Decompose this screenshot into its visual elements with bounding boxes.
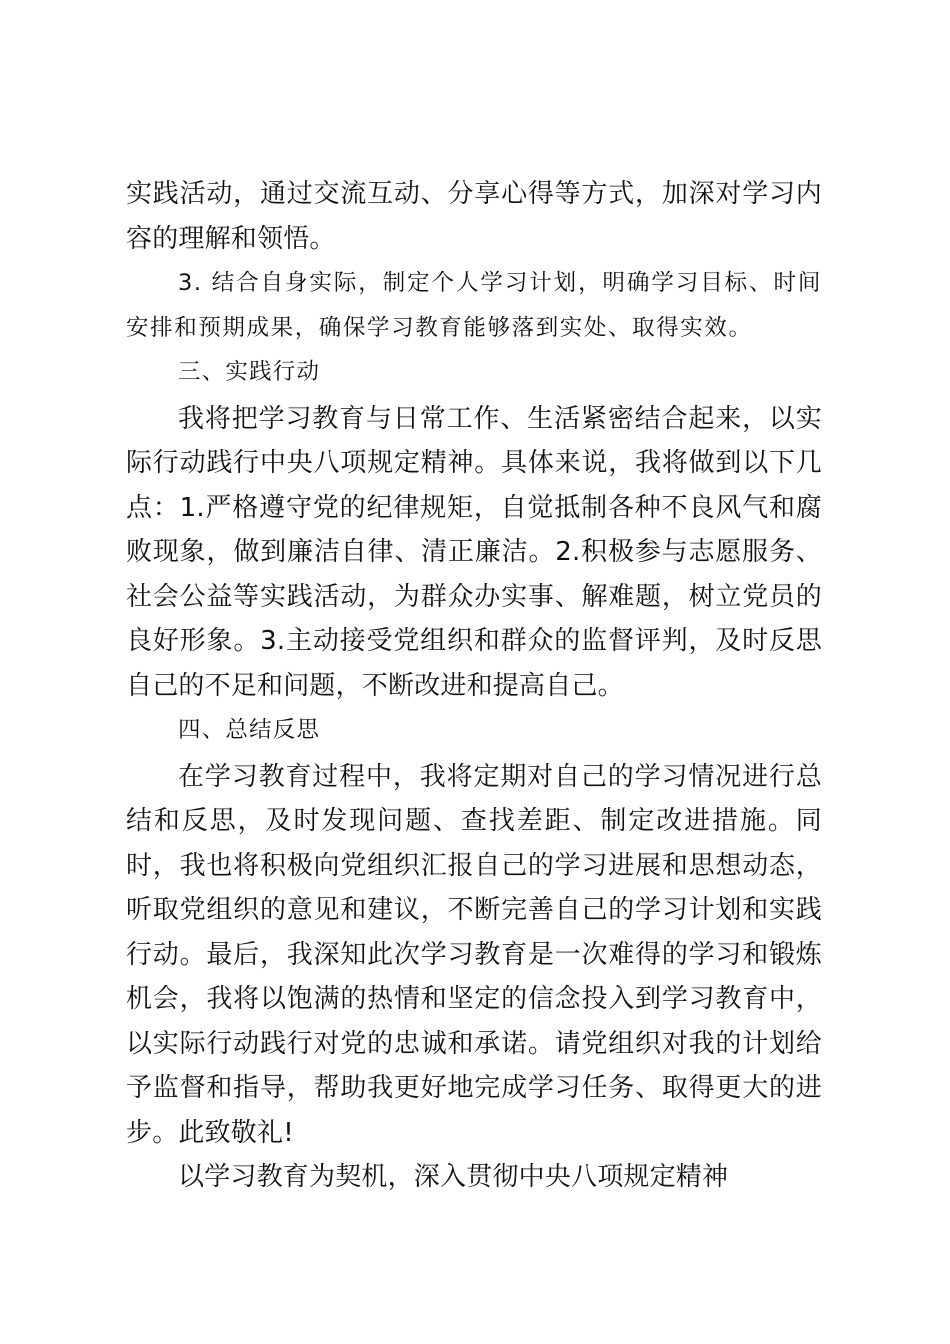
document-body: [126, 172, 822, 1200]
paragraph-study-plan: 3. 结合自身实际，制定个人学习计划，明确学习目标、时间安排和预期成果，确保学习教育能够落到实处、取得实效。: [126, 270, 822, 341]
paragraph-practice-action: 我将把学习教育与日常工作、生活紧密结合起来，以实际行动践行中央八项规定精神。具体来说，我将做到以下几点：1.严格遵守党的纪律规矩，自觉抵制各种不良风气和腐败现象，做到廉洁自律、清正廉洁。2.积极参与志愿服务、社会公益等实践活动，为群众办实事、解难题，树立党员的良好形象。3.主动接受党组织和群众的监督评判，及时反思自己的不足和问题，不断改进和提高自己。: [126, 403, 822, 701]
section-heading-practice-action: 三、实践行动: [178, 359, 321, 385]
paragraph-practice-activities: 实践活动，通过交流互动、分享心得等方式，加深对学习内容的理解和领悟。: [126, 179, 822, 254]
paragraph-closing-title: 以学习教育为契机，深入贯彻中央八项规定精神: [178, 1162, 729, 1192]
section-heading-summary-reflection: 四、总结反思: [178, 717, 321, 743]
paragraph-summary-reflection: 在学习教育过程中，我将定期对自己的学习情况进行总结和反思，及时发现问题、查找差距、制定改进措施。同时，我也将积极向党组织汇报自己的学习进展和思想动态，听取党组织的意见和建议，不断完善自己的学习计划和实践行动。最后，我深知此次学习教育是一次难得的学习和锻炼机会，我将以饱满的热情和坚定的信念投入到学习教育中，以实际行动践行对党的忠诚和承诺。请党组织对我的计划给予监督和指导，帮助我更好地完成学习任务、取得更大的进步。此致敬礼!: [126, 761, 822, 1148]
